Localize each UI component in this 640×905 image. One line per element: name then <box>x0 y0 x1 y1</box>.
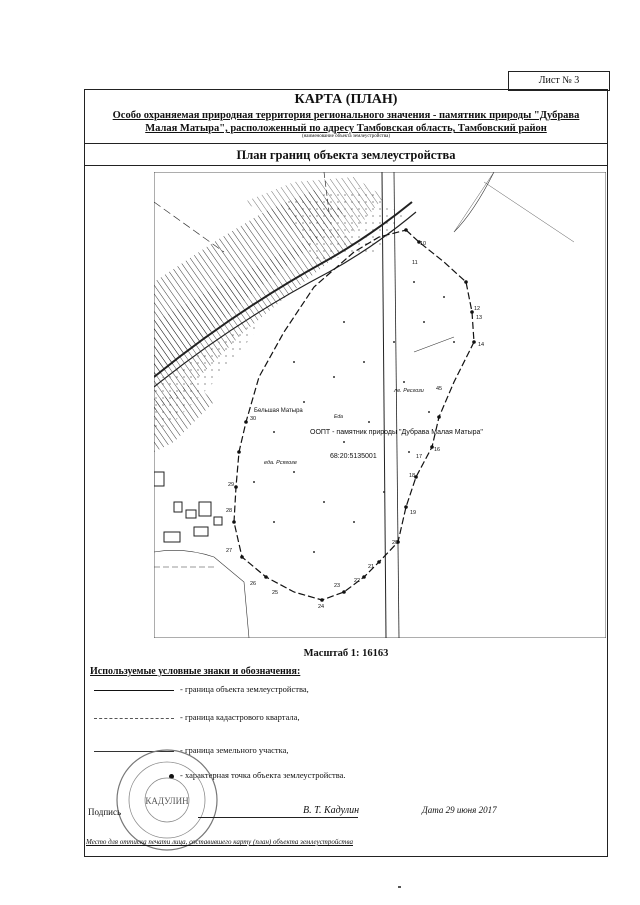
point-label: 18 <box>409 473 416 479</box>
stamp-place-note: Место для оттиска печати лица, составившего карту (план) объекта землеустройства <box>86 838 353 846</box>
stamp-text: КАДУЛИН <box>145 796 189 806</box>
signer-name: В. Т. Кадулин <box>303 805 360 816</box>
point-label: 17 <box>416 454 423 460</box>
divider <box>84 143 608 144</box>
point-label: 29 <box>228 482 235 488</box>
sheet-number: Лист № 3 <box>508 71 610 91</box>
point-label: 10 <box>420 241 427 247</box>
object-name-line1: Особо охраняемая природная территория регионального значения - памятник природы "Дубрава <box>112 110 580 121</box>
point-label: 21 <box>368 564 375 570</box>
point-label: 20 <box>392 540 399 546</box>
cadastral-number: 68:20:5135001 <box>330 453 377 460</box>
point-label: 19 <box>410 510 417 516</box>
legend-item-label: - граница земельного участка, <box>180 745 289 755</box>
point-label: 11 <box>412 260 418 266</box>
point-label: 27 <box>226 548 233 554</box>
legend-item-object-boundary <box>94 684 309 698</box>
forest-label: еда. Рсягоге <box>264 460 297 466</box>
legend-item-label: - характерная точка объекта землеустройства. <box>180 770 346 780</box>
point-label: 28 <box>226 508 233 514</box>
signature-label: Подпись <box>88 807 122 817</box>
point-label: 16 <box>434 447 441 453</box>
signature-date: Дата 29 июня 2017 <box>422 805 497 815</box>
legend-item-label: - граница объекта землеустройства, <box>180 684 309 694</box>
object-name-caption: (наименование объекта землеустройства) <box>301 134 391 139</box>
forest-label: 45 <box>436 386 443 392</box>
legend-solid-line <box>94 690 174 691</box>
object-label: ООПТ - памятник природы "Дубрава Малая Матыра" <box>310 429 483 436</box>
divider <box>84 165 608 166</box>
point-label: 26 <box>250 581 257 587</box>
object-name <box>90 109 602 135</box>
legend-item-cadastral-boundary <box>94 712 300 726</box>
point-label: 30 <box>250 416 257 422</box>
point-label: 23 <box>334 583 341 589</box>
point-label: 12 <box>474 306 481 312</box>
legend-dashed-line <box>94 718 174 719</box>
forest-label: ле. Ресгози <box>394 388 424 394</box>
boundary-map <box>154 172 606 638</box>
point-label: 13 <box>476 315 483 321</box>
signature-line <box>198 817 358 818</box>
plan-title: План границ объекта землеустройства <box>236 148 456 162</box>
point-label: 24 <box>318 604 325 610</box>
point-label: 14 <box>478 342 485 348</box>
point-label: 22 <box>354 578 361 584</box>
map-scale: Масштаб 1: 16163 <box>303 648 389 659</box>
object-name-line2: Малая Матыра", расположенный по адресу Тамбовская область, Тамбовский район <box>145 123 547 134</box>
point-label: 25 <box>272 590 279 596</box>
village-label: Бельшая Матыра <box>254 408 303 414</box>
legend-title: Используемые условные знаки и обозначения: <box>90 666 301 677</box>
legend-item-label: - граница кадастрового квартала, <box>180 712 300 722</box>
speck <box>398 886 401 888</box>
forest-label: Еda <box>334 414 343 420</box>
document-title: КАРТА (ПЛАН) <box>294 92 398 107</box>
